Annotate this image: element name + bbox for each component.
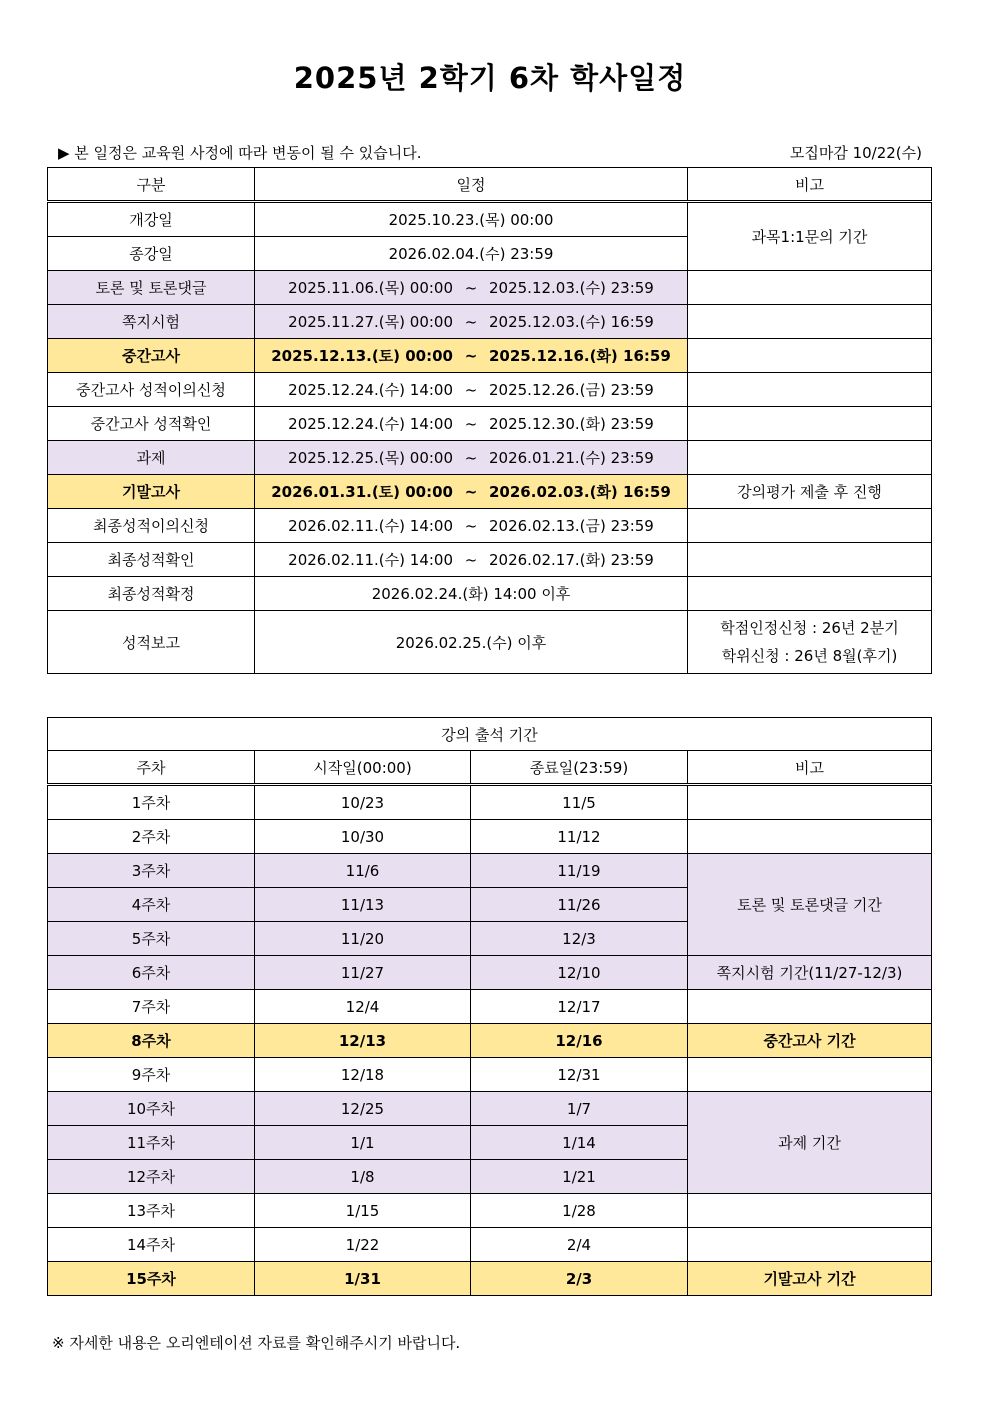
row-date-range — [255, 441, 688, 475]
row-remark — [688, 543, 932, 577]
date-end: 2025.12.26.(금) 23:59 — [489, 381, 654, 399]
date-start: 2025.12.25.(목) 00:00 — [288, 449, 453, 467]
start-cell: 11/6 — [255, 854, 471, 888]
tilde: ~ — [464, 517, 478, 535]
row-date: 2026.02.24.(화) 14:00 이후 — [255, 577, 688, 611]
row-date: 2026.02.04.(수) 23:59 — [255, 237, 688, 271]
date-end: 2025.12.30.(화) 23:59 — [489, 415, 654, 433]
header-remark: 비고 — [688, 168, 932, 202]
table-row — [48, 271, 932, 305]
end-cell: 12/16 — [471, 1024, 688, 1058]
end-cell: 12/3 — [471, 922, 688, 956]
week-cell: 5주차 — [48, 922, 255, 956]
table-row — [48, 441, 932, 475]
header-start: 시작일(00:00) — [255, 751, 471, 785]
tilde: ~ — [464, 449, 478, 467]
row-date-range — [255, 543, 688, 577]
week-cell: 11주차 — [48, 1126, 255, 1160]
row-remark — [688, 611, 932, 674]
deadline-text: 모집마감 10/22(수) — [789, 144, 922, 162]
row-remark — [688, 441, 932, 475]
remark-cell — [688, 1194, 932, 1228]
attendance-table — [47, 717, 932, 1296]
table-row — [48, 1194, 932, 1228]
row-label: 쪽지시험 — [48, 305, 255, 339]
end-cell: 11/12 — [471, 820, 688, 854]
table-caption-row — [48, 718, 932, 751]
date-start: 2025.11.27.(목) 00:00 — [288, 313, 453, 331]
date-end: 2026.01.21.(수) 23:59 — [489, 449, 654, 467]
row-remark — [688, 577, 932, 611]
date-end: 2026.02.13.(금) 23:59 — [489, 517, 654, 535]
row-date: 2025.10.23.(목) 00:00 — [255, 202, 688, 237]
end-cell: 1/28 — [471, 1194, 688, 1228]
start-cell: 1/1 — [255, 1126, 471, 1160]
tilde: ~ — [464, 347, 478, 365]
row-date-range — [255, 271, 688, 305]
remark-cell — [688, 1228, 932, 1262]
table-row — [48, 543, 932, 577]
week-cell: 6주차 — [48, 956, 255, 990]
table-row — [48, 509, 932, 543]
start-cell: 1/8 — [255, 1160, 471, 1194]
remark-cell — [688, 820, 932, 854]
week-cell: 7주차 — [48, 990, 255, 1024]
row-label: 최종성적확인 — [48, 543, 255, 577]
table-row — [48, 1058, 932, 1092]
date-start: 2025.12.24.(수) 14:00 — [288, 381, 453, 399]
footer-note: ※ 자세한 내용은 오리엔테이션 자료를 확인해주시기 바랍니다. — [52, 1334, 461, 1352]
row-date-range — [255, 339, 688, 373]
header-end: 종료일(23:59) — [471, 751, 688, 785]
table-row — [48, 1228, 932, 1262]
row-date-range — [255, 373, 688, 407]
week-cell: 4주차 — [48, 888, 255, 922]
week-cell: 1주차 — [48, 785, 255, 820]
date-end: 2026.02.17.(화) 23:59 — [489, 551, 654, 569]
row-date: 2026.02.25.(수) 이후 — [255, 611, 688, 674]
row-label: 최종성적확정 — [48, 577, 255, 611]
table-row — [48, 854, 932, 888]
remark-cell — [688, 785, 932, 820]
remark-cell: 쪽지시험 기간(11/27-12/3) — [688, 956, 932, 990]
schedule-table — [47, 167, 932, 674]
notice-text: ▶ 본 일정은 교육원 사정에 따라 변동이 될 수 있습니다. — [58, 144, 422, 162]
start-cell: 12/18 — [255, 1058, 471, 1092]
remark-cell: 중간고사 기간 — [688, 1024, 932, 1058]
date-end: 2026.02.03.(화) 16:59 — [489, 483, 671, 501]
row-label: 개강일 — [48, 202, 255, 237]
remark-cell: 기말고사 기간 — [688, 1262, 932, 1296]
table-row — [48, 202, 932, 237]
end-cell: 1/14 — [471, 1126, 688, 1160]
header-remark: 비고 — [688, 751, 932, 785]
remark-line: 학위신청 : 26년 8월(후기) — [721, 647, 898, 665]
end-cell: 12/17 — [471, 990, 688, 1024]
date-start: 2026.01.31.(토) 00:00 — [271, 483, 453, 501]
start-cell: 10/30 — [255, 820, 471, 854]
tilde: ~ — [464, 551, 478, 569]
start-cell: 11/27 — [255, 956, 471, 990]
date-end: 2025.12.16.(화) 16:59 — [489, 347, 671, 365]
week-cell: 14주차 — [48, 1228, 255, 1262]
row-remark — [688, 305, 932, 339]
table-row — [48, 475, 932, 509]
start-cell: 1/15 — [255, 1194, 471, 1228]
page-title: 2025년 2학기 6차 학사일정 — [293, 61, 687, 95]
row-label: 중간고사 — [48, 339, 255, 373]
table-row — [48, 373, 932, 407]
header-week: 주차 — [48, 751, 255, 785]
table-row — [48, 407, 932, 441]
remark-cell — [688, 990, 932, 1024]
end-cell: 12/31 — [471, 1058, 688, 1092]
row-remark — [688, 509, 932, 543]
row-date-range — [255, 407, 688, 441]
tilde: ~ — [464, 483, 478, 501]
header-schedule: 일정 — [255, 168, 688, 202]
week-cell: 12주차 — [48, 1160, 255, 1194]
week-cell: 2주차 — [48, 820, 255, 854]
end-cell: 1/7 — [471, 1092, 688, 1126]
end-cell: 1/21 — [471, 1160, 688, 1194]
date-end: 2025.12.03.(수) 23:59 — [489, 279, 654, 297]
week-cell: 9주차 — [48, 1058, 255, 1092]
end-cell: 12/10 — [471, 956, 688, 990]
row-label: 기말고사 — [48, 475, 255, 509]
tilde: ~ — [464, 415, 478, 433]
row-remark — [688, 407, 932, 441]
end-cell: 11/19 — [471, 854, 688, 888]
remark-cell — [688, 1058, 932, 1092]
table-row — [48, 577, 932, 611]
week-cell: 8주차 — [48, 1024, 255, 1058]
date-end: 2025.12.03.(수) 16:59 — [489, 313, 654, 331]
table-row — [48, 956, 932, 990]
row-label: 중간고사 성적이의신청 — [48, 373, 255, 407]
date-start: 2025.12.24.(수) 14:00 — [288, 415, 453, 433]
start-cell: 10/23 — [255, 785, 471, 820]
attendance-caption: 강의 출석 기간 — [48, 718, 932, 751]
date-start: 2025.12.13.(토) 00:00 — [271, 347, 453, 365]
table-row — [48, 1262, 932, 1296]
table-row — [48, 990, 932, 1024]
end-cell: 2/4 — [471, 1228, 688, 1262]
date-start: 2026.02.11.(수) 14:00 — [288, 551, 453, 569]
row-label: 중간고사 성적확인 — [48, 407, 255, 441]
table-row — [48, 339, 932, 373]
date-start: 2025.11.06.(목) 00:00 — [288, 279, 453, 297]
start-cell: 1/31 — [255, 1262, 471, 1296]
row-remark: 과목1:1문의 기간 — [688, 202, 932, 271]
tilde: ~ — [464, 381, 478, 399]
start-cell: 12/13 — [255, 1024, 471, 1058]
tilde: ~ — [464, 313, 478, 331]
row-label: 과제 — [48, 441, 255, 475]
end-cell: 11/26 — [471, 888, 688, 922]
start-cell: 1/22 — [255, 1228, 471, 1262]
week-cell: 15주차 — [48, 1262, 255, 1296]
remark-cell: 과제 기간 — [688, 1092, 932, 1194]
row-remark — [688, 339, 932, 373]
table-header-row — [48, 751, 932, 785]
tilde: ~ — [464, 279, 478, 297]
start-cell: 12/25 — [255, 1092, 471, 1126]
week-cell: 3주차 — [48, 854, 255, 888]
table-row — [48, 305, 932, 339]
header-category: 구분 — [48, 168, 255, 202]
table-row — [48, 820, 932, 854]
start-cell: 11/20 — [255, 922, 471, 956]
row-date-range — [255, 305, 688, 339]
row-date-range — [255, 509, 688, 543]
start-cell: 12/4 — [255, 990, 471, 1024]
table-row — [48, 1024, 932, 1058]
row-remark — [688, 271, 932, 305]
table-row — [48, 1092, 932, 1126]
row-date-range — [255, 475, 688, 509]
week-cell: 10주차 — [48, 1092, 255, 1126]
row-remark — [688, 373, 932, 407]
row-label: 토론 및 토론댓글 — [48, 271, 255, 305]
remark-line: 학점인정신청 : 26년 2분기 — [720, 619, 899, 637]
end-cell: 2/3 — [471, 1262, 688, 1296]
remark-cell: 토론 및 토론댓글 기간 — [688, 854, 932, 956]
end-cell: 11/5 — [471, 785, 688, 820]
table-row — [48, 785, 932, 820]
row-label: 성적보고 — [48, 611, 255, 674]
start-cell: 11/13 — [255, 888, 471, 922]
table-header-row — [48, 168, 932, 202]
date-start: 2026.02.11.(수) 14:00 — [288, 517, 453, 535]
table-row — [48, 611, 932, 674]
week-cell: 13주차 — [48, 1194, 255, 1228]
row-label: 종강일 — [48, 237, 255, 271]
row-label: 최종성적이의신청 — [48, 509, 255, 543]
row-remark: 강의평가 제출 후 진행 — [688, 475, 932, 509]
